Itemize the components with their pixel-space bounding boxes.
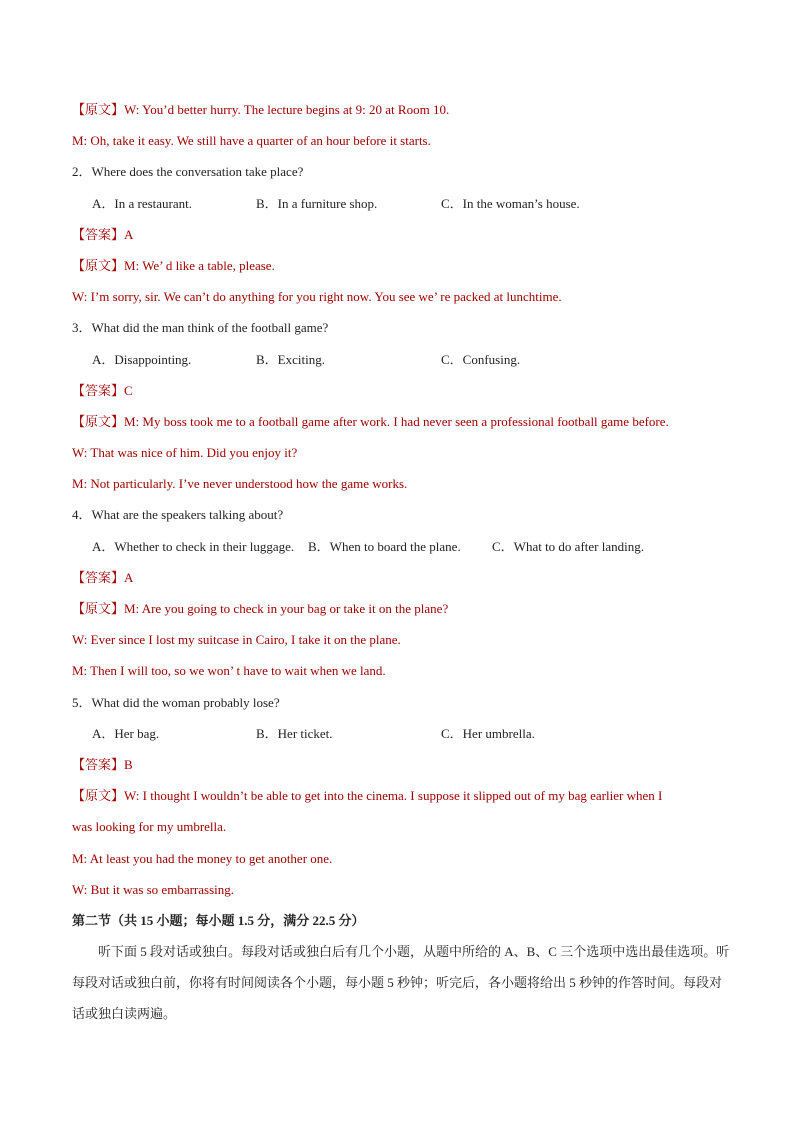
transcript-tag: 【原文】 <box>72 257 125 273</box>
transcript-line: M: Oh, take it easy. We still have a quarter of an hour before it starts. <box>72 133 431 149</box>
section-instructions: 听下面 5 段对话或独白。每段对话或独白后有几个小题，从题中所给的 A、B、C 三个选项中选出最佳选项。听每段对话或独白前，你将有时间阅读各个小题，每小题 5 秒钟；听完后，各小题将给出 5 秒钟的作答时间。每段对话或独白读两遍。 <box>72 944 730 1022</box>
transcript-line: W: But it was so embarrassing. <box>72 881 234 897</box>
document-content <box>72 101 732 1030</box>
option-a: A．Her bag. <box>92 725 160 741</box>
transcript-text: W: I thought I wouldn’t be able to get into the cinema. I suppose it slipped out of my bag earlier when I <box>124 788 663 804</box>
transcript-line: M: Not particularly. I’ve never understood how the game works. <box>72 476 408 492</box>
option-b: B．When to board the plane. <box>308 538 461 554</box>
transcript-line <box>72 787 732 818</box>
answer-line <box>72 382 732 413</box>
transcript-line: M: At least you had the money to get another one. <box>72 850 333 866</box>
transcript-text: M: We’ d like a table, please. <box>124 257 275 273</box>
question-4: 4．What are the speakers talking about? <box>72 507 284 523</box>
transcript-text: M: Are you going to check in your bag or take it on the plane? <box>124 601 449 616</box>
transcript-tag: 【原文】 <box>72 102 125 117</box>
options-4 <box>72 538 732 569</box>
transcript-line: W: That was nice of him. Did you enjoy it? <box>72 445 298 461</box>
answer-line <box>72 226 732 257</box>
transcript-line <box>72 600 732 631</box>
transcript-line: M: Then I will too, so we won’ t have to wait when we land. <box>72 663 386 679</box>
question-3: 3．What did the man think of the football game? <box>72 320 329 336</box>
answer-line <box>72 756 732 787</box>
answer-tag: 【答案】 <box>72 226 125 242</box>
answer-value: A <box>124 226 134 242</box>
answer-line <box>72 569 732 600</box>
transcript-line: was looking for my umbrella. <box>72 819 227 835</box>
option-a: A．Whether to check in their luggage. <box>92 538 295 554</box>
transcript-line <box>72 257 732 288</box>
transcript-tag: 【原文】 <box>72 413 125 429</box>
option-c: C．What to do after landing. <box>492 538 644 554</box>
options-3 <box>72 351 732 382</box>
answer-tag: 【答案】 <box>72 382 125 398</box>
transcript-tag: 【原文】 <box>72 601 125 616</box>
options-5 <box>72 725 732 756</box>
section-heading: 第二节（共 15 小题；每小题 1.5 分，满分 22.5 分） <box>72 912 365 928</box>
answer-value: C <box>124 382 133 398</box>
answer-tag: 【答案】 <box>72 756 125 772</box>
option-b: B．In a furniture shop. <box>256 195 378 211</box>
option-c: C．In the woman’s house. <box>441 195 580 211</box>
option-a: A．Disappointing. <box>92 351 192 367</box>
answer-tag: 【答案】 <box>72 569 125 585</box>
question-2: 2．Where does the conversation take place? <box>72 164 304 180</box>
option-c: C．Her umbrella. <box>441 725 535 741</box>
question-5: 5．What did the woman probably lose? <box>72 694 280 710</box>
transcript-line <box>72 101 732 132</box>
transcript-line: W: I’m sorry, sir. We can’t do anything for you right now. You see we’ re packed at lunchtime. <box>72 289 562 305</box>
option-a: A．In a restaurant. <box>92 195 192 211</box>
transcript-text: W: You’d better hurry. The lecture begins at 9: 20 at Room 10. <box>124 102 450 117</box>
transcript-tag: 【原文】 <box>72 788 125 804</box>
answer-value: A <box>124 569 134 585</box>
transcript-line <box>72 413 732 444</box>
transcript-text: M: My boss took me to a football game after work. I had never seen a professional football game before. <box>124 413 669 429</box>
option-b: B．Exciting. <box>256 351 325 367</box>
answer-value: B <box>124 756 133 772</box>
option-b: B．Her ticket. <box>256 725 333 741</box>
option-c: C．Confusing. <box>441 351 521 367</box>
transcript-line: W: Ever since I lost my suitcase in Cairo, I take it on the plane. <box>72 632 401 648</box>
options-2 <box>72 195 732 226</box>
